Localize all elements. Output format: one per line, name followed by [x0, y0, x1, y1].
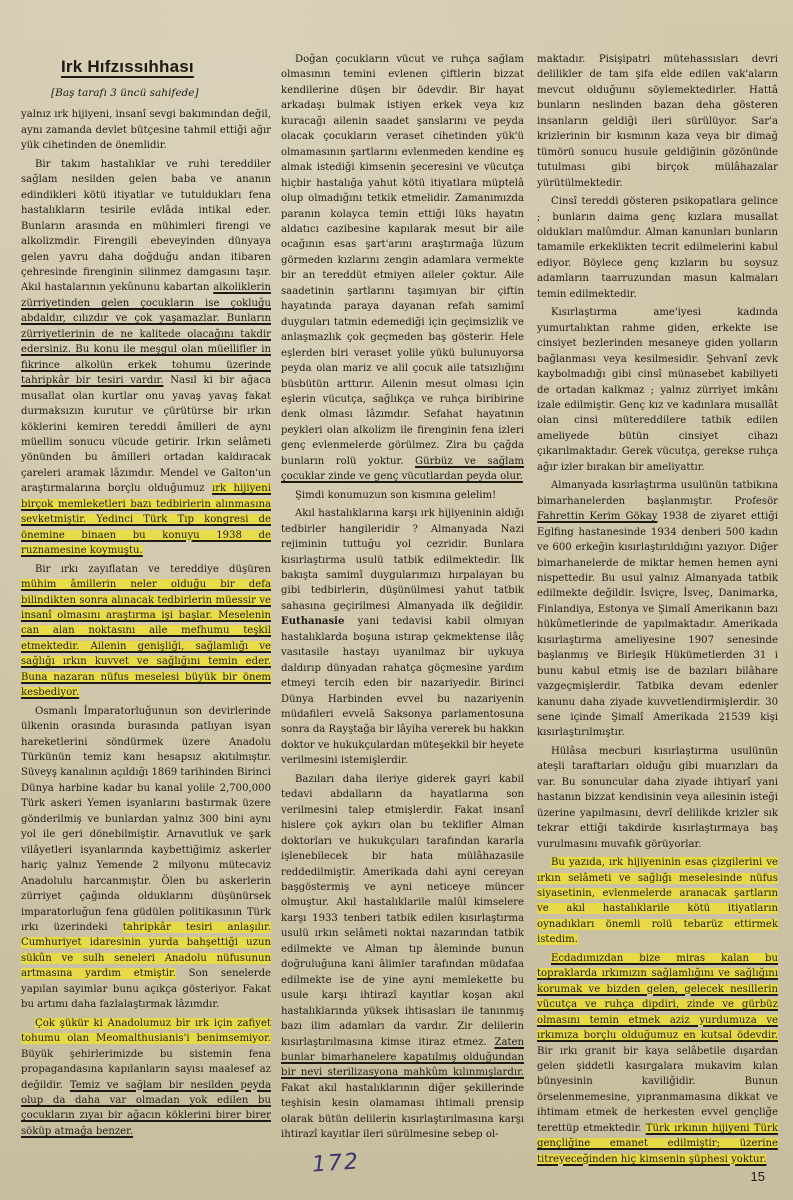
paragraph: Bazıları daha ileriye giderek gayri kabil tedavi abdalların da hayatlarına son verilmesini talep etmişlerdir. Fakat insanî hislere çok aykırı olan bu teklifler Alman doktorları ve hukukçuları tarafından kararla işlenebilecek bir hata mülâhazasile reddedilmiştir. Amerikada dahi ayni cereyan başgöstermiş ve ayni neticeye müncer olmuştur. Akıl hastalıklarile malûl kimselere karşı 1933 tenberi tatbik edilen kısırlaştırma usulü ırkın selâmeti noktai nazarından tatbik edilmekte ve Alman tıp âleminde bunun doğruluğuna kani âlimler tarafından müdafaa edilmekte ise de yine ayni memlekette bu usule karşı ihtirazî kayıtlar koşan akıl hastalıklarında yüksek ihtisasları ile tanınmış bazı ilim adamları da vardır. Zir delilerin kısırlaştırılmasına kimse itiraz etmez. Zaten bunlar bimarhanelere kapatılmış olduğundan bir nevi sterilizasyona mahkûm kılınmışlardır. Fakat akıl hastalıklarının diğer şekillerinde teşhisin kesin olamaması ihtimali prensip olarak bütün delilerin kısırlaştırılmasına karşı ihtirazî kayıtlar ileri sürülmesine sebep ol-	[281, 773, 524, 1141]
underlined-text: alkoliklerin zürriyetinden gelen çocukların ise çokluğu abdaldır, cılızdır ve çok yaşamazlar. Bunların zürriyetlerinin de ne kalitede olacağını takdir edersiniz. Bu konu ile meşgul olan müellifler in fikrince alkolün erkek tohumu üzerinde tahripkâr bir tesiri vardır.	[21, 282, 271, 387]
highlighted-text: ırk hijiyeni birçok memleketleri bazı tedbirlerin alınmasına sevketmiştir. Yedinci Türk Tıp kongresi de önemine binaen bu konuyu 1938 de ruznamesine koymuştu.	[21, 483, 271, 557]
paragraph: Osmanlı İmparatorluğunun son devirlerinde ülkenin orasında burasında patlıyan isyan hareketlerini söndürmek üzere Anadolu Türkünün temiz kanı hesapsız akıtılmıştır. Süveyş kanalının açıldığı 1869 tarihinden Birinci Dünya harbine kadar bu kanal yolile 2,700,000 Türk askeri Yemen isyanlarını bastırmak üzere gönderilmiş ve bunlardan yalnız 300 bini aynı yol ile geri dönebilmiştir. Arnavutluk ve şark vilâyetleri isyanlarında kaybettiğimiz askerler hariç yalnız Yemende 2 milyonu mütecaviz Anadolulu harcanmıştır. Ölen bu askerlerin zürriyet çağında olduklarını düşünürsek imparatorluğun fena güdülen politikasının Türk ırkı üzerindeki tahripkâr tesiri anlaşılır. Cumhuriyet idaresinin yurda bahşettiği uzun sükûn ve sulh seneleri Anadolu nüfusunun artmasına yardım etmiştir. Son senelerde yapılan sayımlar bunu açıkça gösteriyor. Fakat bu artımı daha fazlalaştırmak lâzımdır.	[21, 705, 272, 1011]
highlighted-text: Türk ırkının hijiyeni Türk gençliğine emanet edilmiştir; üzerine titreyeceğinden hiç kimsenin şüphesi yoktur.	[537, 1122, 778, 1165]
paragraph: Doğan çocukların vücut ve ruhça sağlam olmasının temini evlenen çiftlerin bizzat kendilerine düşen bir ödevdir. Bir hayat arkadaşı bulmak istiyen erkek veya kız kuracağı ailenin saadet şanslarını ve peyda olacak çocukların veraset cihetinden yük'ü olmamasının şartlarını evlenmeden kendine eş almak istediği kimsenin şeceresini ve vücutça hiçbir hastalığa yahut kötü itiyatlara müptelâ olup olmadığını tetkik etmelidir. Zamanımızda paranın kolayca temin ettiği lüks hayatın aldatıcı cazibesine kapılarak mesut bir aile ocağının esas şart'arını araştırmağa lüzum görmeden kızlarını zengin adamlara vermekte bir an tereddüt etmiyen aileler çoktur. Aile saadetinin şartlarını taşımıyan bir çiftin hayatında paraya dayanan refah samimî duyguları tatmin edemediği için geçimsizlik ve anlaşmazlık çok geçmeden baş gösterir. Hele eşlerden biri veraset yolile yükü bulunuyorsa peyda olan mariz ve alil çocuk aile tatsızlığını büsbütün arttırır. Ailenin mesut olması için eşlerin vücutça, sağlıkça ve ruhça biribirine denk olması lâzımdır. Sefahat hayatının peykleri olan alkolizm ile firenginin fena izleri genç evlenmelerde görülmez. Zira bu çağda bunların rolü yoktur. Gürbüz ve sağlam çocuklar zinde ve genç vücutlardan peyda olur.	[281, 54, 524, 483]
article-title: Irk Hıfzıssıhhası	[61, 57, 194, 76]
paragraph: Ecdadımızdan bize miras kalan bu topraklarda ırkımızın sağlamlığını ve sağlığını korumak ve bizden gelen, gelecek nesillerin vücutça ve ruhça dipdiri, zinde ve gürbüz olmasını temin etmek aziz yurdumuza ve ırkımıza borçlu olduğumuz en kutsal ödevdir. Bir ırkı granit bir kaya selâbetile dışardan gelen şiddetli kasırgalara mukavim kılan bünyesinin kaviliğidir. Bunun örselenmemesine, yıpranmamasına dikkat ve ihtimam etmek de herkesten evvel gençliğe terettüp etmektedir. Türk ırkının hijiyeni Türk gençliğine emanet edilmiştir; üzerine titreyeceğinden hiç kimsenin şüphesi yoktur.	[537, 952, 778, 1165]
paragraph: Şimdi konumuzun son kısmına gelelim!	[295, 489, 497, 501]
highlighted-text: Ecdadımızdan bize miras kalan bu topraklarda ırkımızın sağlamlığını ve sağlığını korumak ve bizden gelen, gelecek nesillerin vücutça ve ruhça dipdiri, zinde ve gürbüz olmasını temin etmek aziz yurdumuza ve ırkımıza borçlu olduğumuz en kutsal ödevdir.	[537, 952, 778, 1042]
underlined-text: Temiz ve sağlam bir nesilden peyda olup da daha var olmadan yok edilen bu çocukların zıyaı bir ağacın köklerini birer birer söküp atmağa benzer.	[21, 1079, 271, 1137]
column-2	[281, 52, 524, 1146]
paragraph: Hülâsa mecburi kısırlaştırma usulünün ateşli taraftarları olduğu gibi muarızları da var. Bu sonuncular daha ziyade ihtiyarî yani hastanın bizzat kendisinin veya ailesinin isteği üzerine yapılmasını, devrî delilikde krizler sık tekrar ettiği takdirde kısırlaştırmaya baş vurulmasını muvafık görüyorlar.	[537, 745, 778, 850]
paragraph: Kısırlaştırma ame'iyesi kadında yumurtalıktan rahme giden, erkekte ise cinsiyet bezlerinden mesaneye giden yolların bağlanması veya kesilmesidir. Şehvanî zevk kaybolmadığı gibi cinsî münasebet kabiliyeti de ortadan kalkmaz ; yalnız zürriyet imkânı izale edilmiştir. Genç kız ve kadınlara musallât olan cinsi mütereddilere tatbik edilen ameliyede bütün cinsiyet cihazı çıkarılmaktadır. Gerek vücutça, gerekse ruhça ağır izler bırakan bir ameliyattır.	[537, 307, 778, 473]
page-number: 15	[750, 1169, 765, 1184]
paragraph: Bir ırkı zayıflatan ve tereddiye düşüren mühim âmillerin neler olduğu bir defa bilindikten sonra alınacak tedbirlerin müessir ve insanî olmasını araştırma işi başlar. Meselenin can alan noktasını aile mefhumu teşkil etmektedir. Ailenin genişliği, sağlamlığı ve sağlığı ırkın kuvvet ve sağlığını temin eder. Buna nazaran nüfus meselesi büyük bir önem kesbediyor.	[21, 563, 271, 699]
column-1	[21, 52, 271, 1142]
paragraph: Çok şükür ki Anadolumuz bir ırk için zafiyet tohumu olan Meomalthusianis'i benimsemiyor. Büyük şehirlerimizde bu sistemin fena propagandasına kapılanların sayısı maalesef az değildir. Temiz ve sağlam bir nesilden peyda olup da daha var olmadan yok edilen bu çocukların zıyaı bir ağacın köklerini birer birer söküp atmağa benzer.	[21, 1017, 271, 1137]
paragraph: Cinsî tereddi gösteren psikopatlara gelince ; bunların daima genç kızlara musallat oldukları malûmdur. Alman kanunları bunların tamamile erkeklikten tecrit edilmelerini kabul ediyor. Böylece genç kızların bu soysuz adamların taarruzundan masun kalmaları temin edilmektedir.	[537, 196, 778, 300]
column-3	[537, 52, 778, 1170]
paragraph: yalnız ırk hijiyeni, insanî sevgi bakımından değil, aynı zamanda devlet bütçesine tahmil ettiği ağır yük cihetinden de önemlidir.	[21, 109, 271, 152]
paragraph: Bir takım hastalıklar ve ruhi tereddiler sağlam nesilden gelen baba ve ananın edindikleri kötü itiyatlar ve tutuldukları fena hastalıkların tesirile evlâda intikal eder. Bunların arasında en mühimleri firengi ve alkolizmdir. Firengili ebeveyinden dünyaya gelen yavru daha doğduğu andan itibaren çehresinde firenginin silinmez damgasını taşır. Akıl hastalarının yekûnunu kabartan alkoliklerin zürriyetinden gelen çocukların ise çokluğu abdaldır, cılızdır ve çok yaşamazlar. Bunların zürriyetlerinin de ne kalitede olacağını takdir edersiniz. Bu konu ile meşgul olan müellifler in fikrince alkolün erkek tohumu üzerinde tahripkâr bir tesiri vardır. Nasıl ki bir ağaca musallat olan kurtlar onu yavaş yavaş fakat durmaksızın kurutur ve çürütürse bir ırkın köklerini kemiren tereddi âmilleri de aynı müellim sonucu vücude getirir. Irkın selâmeti yönünden bu âmilleri ortadan kaldıracak çareleri aramak lâzımdır. Mendel ve Galton'un araştırmalarına borçlu olduğumuz ırk hijiyeni birçok memleketleri bazı tedbirlerin alınmasına sevketmiştir. Yedinci Türk Tıp kongresi de önemine binaen bu konuyu 1938 de ruznamesine koymuştu.	[21, 158, 271, 557]
paragraph: Almanyada kısırlaştırma usulünün tatbikına bimarhanelerden başlanmıştır. Profesör Fahrettin Kerim Gökay 1938 de ziyaret ettiği Eglfing hastanesinde 1934 denberi 500 kadın ve 600 erkeğin kısırlaştırıldığını yazıyor. Diğer bimarhanelerde de miktar hemen hemen ayni nispettedir. Bu usul yalnız Almanyada tatbik edilmekte değildir. İsviçre, İsveç, Danimarka, Finlandiya, Estonya ve Şimalî Amerikanın bazı hükûmetlerinde de yapılmaktadır. Amerikada kısırlaştırma ameliyesine 1907 senesinde başlanmış ve Birleşik Hükümetlerden 31 i bunu kabul etmiş ise de bazıları bilâhare vazgeçmişlerdir. Tatbika devam edenler kanunu daha ziyade kuvvetlendirmişlerdir. 30 sene içinde Şimalî Amerikada 21539 kişi kısırlaştırılmıştır.	[537, 480, 778, 739]
highlighted-text: Bu yazıda, ırk hijiyeninin esas çizgilerini ve ırkın selâmeti ve sağlığı meselesinde nüfus siyasetinin, evlenmelerde aranacak şartların ve akıl hastalıklarile kötü itiyatların oynadıkları önemli rolü tebarüz ettirmek istedim.	[537, 857, 778, 946]
highlighted-text: Çok şükür ki Anadolumuz bir ırk için zafiyet tohumu olan Meomalthusianis'i benimsemiyor.	[21, 1017, 271, 1045]
handwritten-number: 172	[311, 1149, 361, 1178]
article-subtitle: [Baş tarafı 3 üncü sahifede]	[51, 87, 199, 99]
highlighted-text: mühim âmillerin neler olduğu bir defa bilindikten sonra alınacak tedbirlerin müessir ve insanî olmasını araştırma işi başlar. Meselenin can alan noktasını aile mefhumu teşkil etmektedir. Ailenin genişliği, sağlamlığı ve sağlığı ırkın kuvvet ve sağlığını temin eder. Buna nazaran nüfus meselesi büyük bir önem kesbediyor.	[21, 579, 271, 699]
underlined-text: Fahrettin Kerim Gökay	[537, 511, 658, 523]
highlighted-text: tahripkâr tesiri anlaşılır. Cumhuriyet idaresinin yurda bahşettiği uzun sükûn ve sulh seneleri Anadolu nüfusunun artmasına yardım etmiştir.	[21, 922, 271, 980]
underlined-text: Gürbüz ve sağlam çocuklar zinde ve genç vücutlardan peyda olur.	[281, 455, 524, 483]
underlined-text: Zaten bunlar bimarhanelere kapatılmış olduğundan bir nevi sterilizasyona mahkûm kılınmışlardır.	[281, 1036, 524, 1079]
paragraph	[537, 855, 778, 948]
paragraph: maktadır. Pisişipatri mütehassısları devri delilikler de tam şifa elde edilen vak'aların mevcut olduğunu söylemektedirler. Hattâ bunların neslinden bazan deha gösteren insanların geldiği ileri sürülüyor. Sar'a krizlerinin bir kısmının kaza veya bir dimağ tümörü sonucu husule geldiğinin gözönünde tutulması gibi birçok mülâhazalar yürütülmektedir.	[537, 54, 778, 189]
paragraph: Akıl hastalıklarına karşı ırk hijiyeninin aldığı tedbirler hangileridir ? Almanyada Nazi rejiminin tuttuğu yol cezridir. Bunlara kısırlaştırma usulü tatbik edilmektedir. İlk bakışta samimî duygularımızı hırpalayan bu gibi tedbirlerin, düşünülmesi yahut tatbik sahasına geçirilmesi Almanyada ilk değildir. Euthanasie yani tedavisi kabil olmıyan hastalıklarda boşuna ıstırap çekmektense ilâç vasıtasile hastayı uyanılmaz bir uykuya daldırıp dünyadan rahatça göçmesine yardım etmeyi tercih eden bir nazariyedir. Birinci Dünya Harbinden evvel bu nazariyenin müdafileri evvelâ Saksonya parlamentosuna sonra da Rayştağa bir lâyiha vererek bu hakkın doktor ve hukukçulardan müteşekkil bir heyete verilmesini istemişlerdir.	[281, 508, 524, 767]
bold-term: Euthanasie	[281, 616, 345, 628]
